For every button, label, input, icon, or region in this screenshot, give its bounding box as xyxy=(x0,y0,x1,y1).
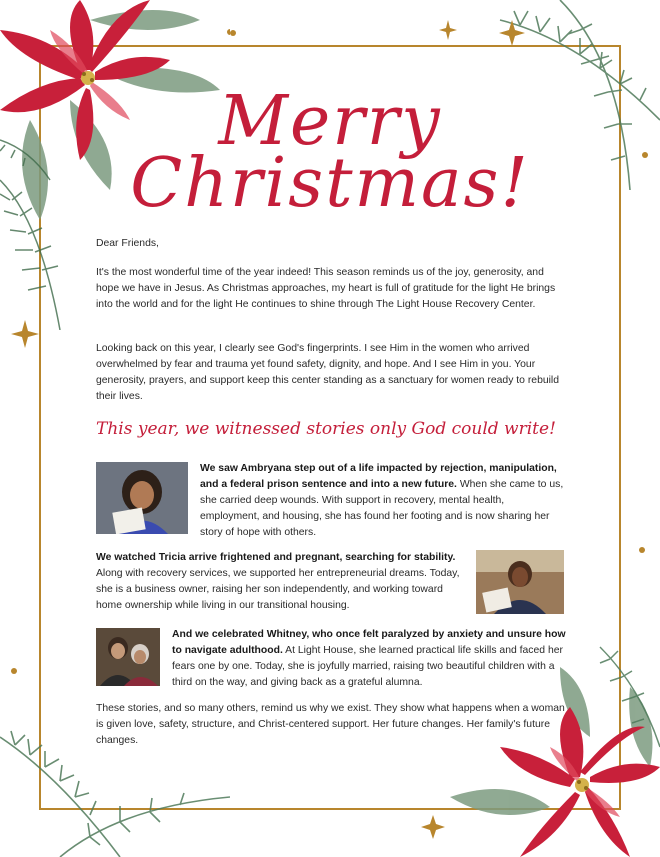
section-subheading: This year, we witnessed stories only God could write! xyxy=(96,419,556,439)
story-tricia xyxy=(96,550,468,614)
story-tricia-body: Along with recovery services, we supported her entrepreneurial dreams. Today, she is a business owner, raising her son independently, and working toward home ownership while living in our transitional housing. xyxy=(96,568,460,611)
story-tricia-lead: We watched Tricia arrive frightened and pregnant, searching for stability. xyxy=(96,552,456,563)
gold-dot-decoration xyxy=(228,28,238,38)
story-ambryana-lead: We saw Ambryana step out of a life impacted by rejection, manipulation, and a federal prison sentence and into a new future. xyxy=(200,463,557,490)
whitney-photo xyxy=(96,628,160,686)
story-whitney-body: At Light House, she learned practical life skills and faced her fears one by one. Today, she is joyfully married, raising two beautiful children with a third on the way, and giving back as a grateful alumna. xyxy=(172,645,563,688)
closing-paragraph: These stories, and so many others, remind us why we exist. They show what happens when a woman is given love, safety, structure, and Christ-centered support. Her future changes. Her family's future changes. xyxy=(96,703,565,746)
story-ambryana xyxy=(200,461,566,541)
star-bottom-decoration xyxy=(418,812,448,842)
star-left-decoration xyxy=(0,300,60,380)
title-merry: Merry xyxy=(218,82,442,161)
greeting: Dear Friends, xyxy=(96,238,159,249)
star-top-decoration xyxy=(438,18,458,42)
title-christmas: Christmas! xyxy=(130,144,530,223)
ambryana-photo xyxy=(96,462,188,534)
story-whitney xyxy=(172,627,566,691)
story-ambryana-body: When she came to us, she carried deep wounds. With support in recovery, mental health, employment, and housing, she has found her footing and is now sharing her story of hope with others. xyxy=(200,479,564,538)
tricia-photo xyxy=(476,550,564,614)
reflection-paragraph: Looking back on this year, I clearly see God's fingerprints. I see Him in the women who arrived overwhelmed by fear and trauma yet found safety, dignity, and hope. And I see Him in you. Your generosity, prayers, and support keep this center standing as a sanctuary for women ready to rebuild their lives. xyxy=(96,343,560,402)
intro-paragraph: It's the most wonderful time of the year indeed! This season reminds us of the joy, generosity, and hope we have in Jesus. As Christmas approaches, my heart is full of gratitude for the light He brings into the world and for the light He continues to shine through The Light House Recovery Center. xyxy=(96,267,556,310)
story-whitney-lead: And we celebrated Whitney, who once felt paralyzed by anxiety and unsure how to navigate adulthood. xyxy=(172,629,566,656)
gold-dot-decoration xyxy=(636,544,648,556)
